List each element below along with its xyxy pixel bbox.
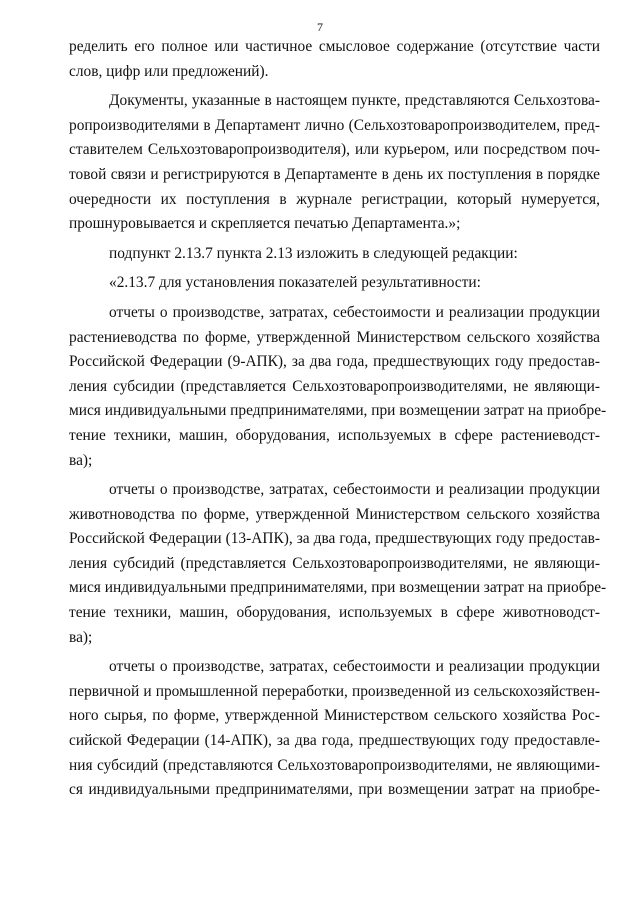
text-line: прошнуровывается и скрепляется печатью Департамента.»; xyxy=(69,215,461,233)
text-line: ределить его полное или частичное смысловое содержание (отсутствие части xyxy=(69,38,600,55)
text-line: мися индивидуальными предпринимателями, при возмещении затрат на приобре- xyxy=(69,579,607,597)
text-line: ставителем Сельхозтоваропроизводителя), или курьером, или посредством поч- xyxy=(69,141,600,159)
text-line: слов, цифр или предложений). xyxy=(69,62,269,80)
text-line: Документы, указанные в настоящем пункте, представляются Сельхозтова- xyxy=(109,92,600,110)
text-line: Российской Федерации (13-АПК), за два года, предшествующих году предостав- xyxy=(69,530,600,548)
text-line: ного сырья, по форме, утвержденной Министерством сельского хозяйства Рос- xyxy=(69,707,600,725)
text-line: ва); xyxy=(69,628,93,646)
text-line: первичной и промышленной переработки, произведенной из сельскохозяйствен- xyxy=(69,682,600,700)
paragraph xyxy=(69,271,600,296)
text-line: ся индивидуальными предпринимателями, при возмещении затрат на приобре- xyxy=(69,781,600,799)
paragraph xyxy=(69,301,607,473)
text-line: отчеты о производстве, затратах, себестоимости и реализации продукции xyxy=(109,658,600,676)
text-line: ления субсидии (представляется Сельхозтоваропроизводителями, не являющи- xyxy=(69,377,600,395)
text-line: «2.13.7 для установления показателей результативности: xyxy=(109,274,481,292)
text-line: товой связи и регистрируются в Департаменте в день их поступления в порядке xyxy=(69,165,600,183)
text-line: сийской Федерации (14-АПК), за два года, предшествующих году предоставле- xyxy=(69,732,600,750)
page-number: 7 xyxy=(317,20,323,34)
paragraph xyxy=(69,242,600,267)
document-body xyxy=(69,35,607,808)
text-line: очередности их поступления в журнале регистрации, который нумеруется, xyxy=(69,190,600,208)
text-line: животноводства по форме, утвержденной Министерством сельского хозяйства xyxy=(69,505,600,523)
text-line: Российской Федерации (9-АПК), за два года, предшествующих году предостав- xyxy=(69,353,600,371)
text-line: ва); xyxy=(69,451,93,469)
text-line: подпункт 2.13.7 пункта 2.13 изложить в следующей редакции: xyxy=(109,244,518,262)
paragraph xyxy=(69,655,600,803)
text-line: ропроизводителями в Департамент лично (Сельхозтоваропроизводителем, пред- xyxy=(69,116,600,134)
text-line: ния субсидий (представляются Сельхозтоваропроизводителями, не являющими- xyxy=(69,756,600,774)
paragraph xyxy=(69,89,600,237)
text-line: растениеводства по форме, утвержденной Министерством сельского хозяйства xyxy=(69,328,600,346)
paragraph xyxy=(69,35,600,84)
text-line: мися индивидуальными предпринимателями, при возмещении затрат на приобре- xyxy=(69,402,607,420)
text-line: тение техники, машин, оборудования, используемых в сфере растениеводст- xyxy=(69,426,600,444)
text-line: отчеты о производстве, затратах, себестоимости и реализации продукции xyxy=(109,481,600,499)
text-line: ления субсидий (представляется Сельхозтоваропроизводителями, не являющи- xyxy=(69,554,600,572)
paragraph xyxy=(69,478,607,650)
text-line: отчеты о производстве, затратах, себестоимости и реализации продукции xyxy=(109,303,600,321)
text-line: тение техники, машин, оборудования, используемых в сфере животноводст- xyxy=(69,604,600,622)
